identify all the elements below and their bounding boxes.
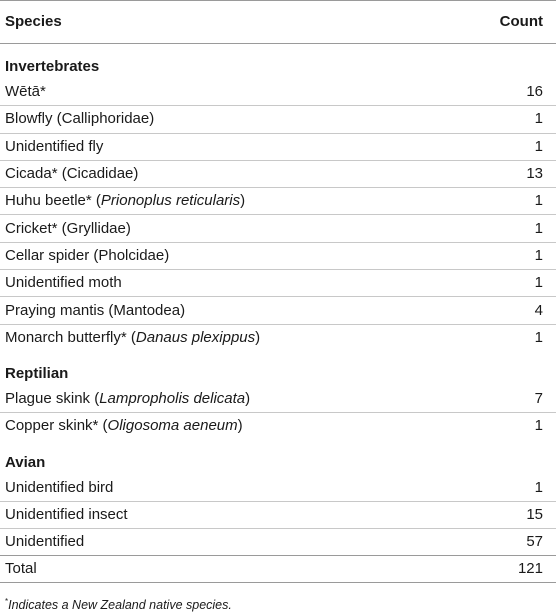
count-cell: 57 bbox=[526, 533, 543, 551]
table-row bbox=[0, 501, 556, 528]
count-cell: 1 bbox=[454, 188, 556, 215]
count-cell: 13 bbox=[454, 160, 556, 187]
species-name-cell bbox=[0, 242, 454, 269]
species-name: Blowfly (Calliphoridae) bbox=[5, 110, 155, 128]
count-cell: 4 bbox=[454, 297, 556, 324]
count-cell: 1 bbox=[454, 475, 556, 502]
footnote-text: Indicates a New Zealand native species. bbox=[8, 598, 232, 613]
count-cell: 1 bbox=[534, 328, 543, 346]
total-count: 121 bbox=[454, 556, 556, 583]
species-name: Unidentified bird bbox=[5, 478, 114, 496]
species-name: Cellar spider (Pholcidae) bbox=[5, 246, 170, 264]
species-name: Wētā* bbox=[5, 83, 46, 101]
species-name-cell bbox=[0, 106, 454, 133]
species-name: Cricket* (Gryllidae) bbox=[5, 219, 131, 237]
species-name: Unidentified bbox=[5, 533, 85, 551]
count-cell: 16 bbox=[454, 79, 556, 106]
count-cell: 1 bbox=[534, 417, 543, 435]
scientific-name: Danaus plexippus bbox=[135, 328, 256, 346]
table-row bbox=[0, 270, 556, 297]
species-name: Huhu beetle* ( bbox=[5, 192, 101, 210]
species-name-cell bbox=[0, 215, 454, 242]
species-name-cell bbox=[0, 188, 454, 215]
count-cell: 1 bbox=[454, 215, 556, 242]
species-name-cell bbox=[0, 501, 454, 528]
species-name: Plague skink ( bbox=[5, 390, 100, 408]
count-column-header: Count bbox=[454, 1, 556, 44]
species-name: Copper skink* ( bbox=[5, 417, 108, 435]
count-cell: 15 bbox=[454, 501, 556, 528]
count-cell: 1 bbox=[454, 106, 556, 133]
table-row bbox=[0, 188, 556, 215]
section-row bbox=[0, 44, 556, 80]
scientific-name: Oligosoma aeneum bbox=[107, 417, 238, 435]
total-label: Total bbox=[0, 556, 454, 583]
footnote-marker: * bbox=[5, 597, 9, 607]
species-name: Cicada* (Cicadidae) bbox=[5, 165, 139, 183]
section-title: Avian bbox=[5, 453, 46, 471]
species-name-cell bbox=[0, 475, 454, 502]
table-row bbox=[0, 160, 556, 187]
table-row bbox=[0, 475, 556, 502]
section-row bbox=[0, 440, 556, 475]
count-cell: 1 bbox=[454, 270, 556, 297]
species-name-cell bbox=[0, 133, 454, 160]
scientific-name: Lampropholis delicata bbox=[99, 390, 246, 408]
scientific-name: Prionoplus reticularis bbox=[100, 192, 241, 210]
species-name-cell bbox=[0, 529, 454, 556]
section-title: Invertebrates bbox=[5, 58, 100, 75]
species-name-cell bbox=[0, 270, 454, 297]
table-row bbox=[0, 215, 556, 242]
count-cell: 1 bbox=[454, 242, 556, 269]
species-name: Praying mantis (Mantodea) bbox=[5, 301, 186, 319]
table-row bbox=[0, 413, 556, 440]
count-cell: 1 bbox=[454, 133, 556, 160]
species-name-cell bbox=[0, 324, 454, 351]
table-row bbox=[0, 133, 556, 160]
species-name-cell bbox=[0, 297, 454, 324]
name-suffix: ) bbox=[237, 417, 243, 435]
count-cell: 7 bbox=[454, 386, 556, 413]
species-name-cell bbox=[0, 386, 454, 413]
species-name-cell bbox=[0, 413, 454, 440]
species-name-cell bbox=[0, 160, 454, 187]
table-row bbox=[0, 386, 556, 413]
section-row bbox=[0, 351, 556, 386]
table-row bbox=[0, 242, 556, 269]
table-row bbox=[0, 529, 556, 556]
footnote bbox=[5, 597, 558, 612]
name-suffix: ) bbox=[240, 192, 246, 210]
name-suffix: ) bbox=[255, 328, 261, 346]
total-row bbox=[0, 556, 556, 583]
table-row bbox=[0, 79, 556, 106]
species-name-cell bbox=[0, 79, 454, 106]
species-name: Unidentified moth bbox=[5, 274, 122, 292]
table-body bbox=[0, 44, 556, 583]
name-suffix: ) bbox=[245, 390, 251, 408]
species-name: Monarch butterfly* ( bbox=[5, 328, 136, 346]
table-row bbox=[0, 324, 556, 351]
table-row bbox=[0, 106, 556, 133]
header-row bbox=[0, 1, 556, 44]
species-column-header: Species bbox=[0, 1, 454, 44]
table-row bbox=[0, 297, 556, 324]
species-name: Unidentified fly bbox=[5, 137, 104, 155]
section-title: Reptilian bbox=[5, 364, 69, 382]
species-name: Unidentified insect bbox=[5, 506, 128, 523]
